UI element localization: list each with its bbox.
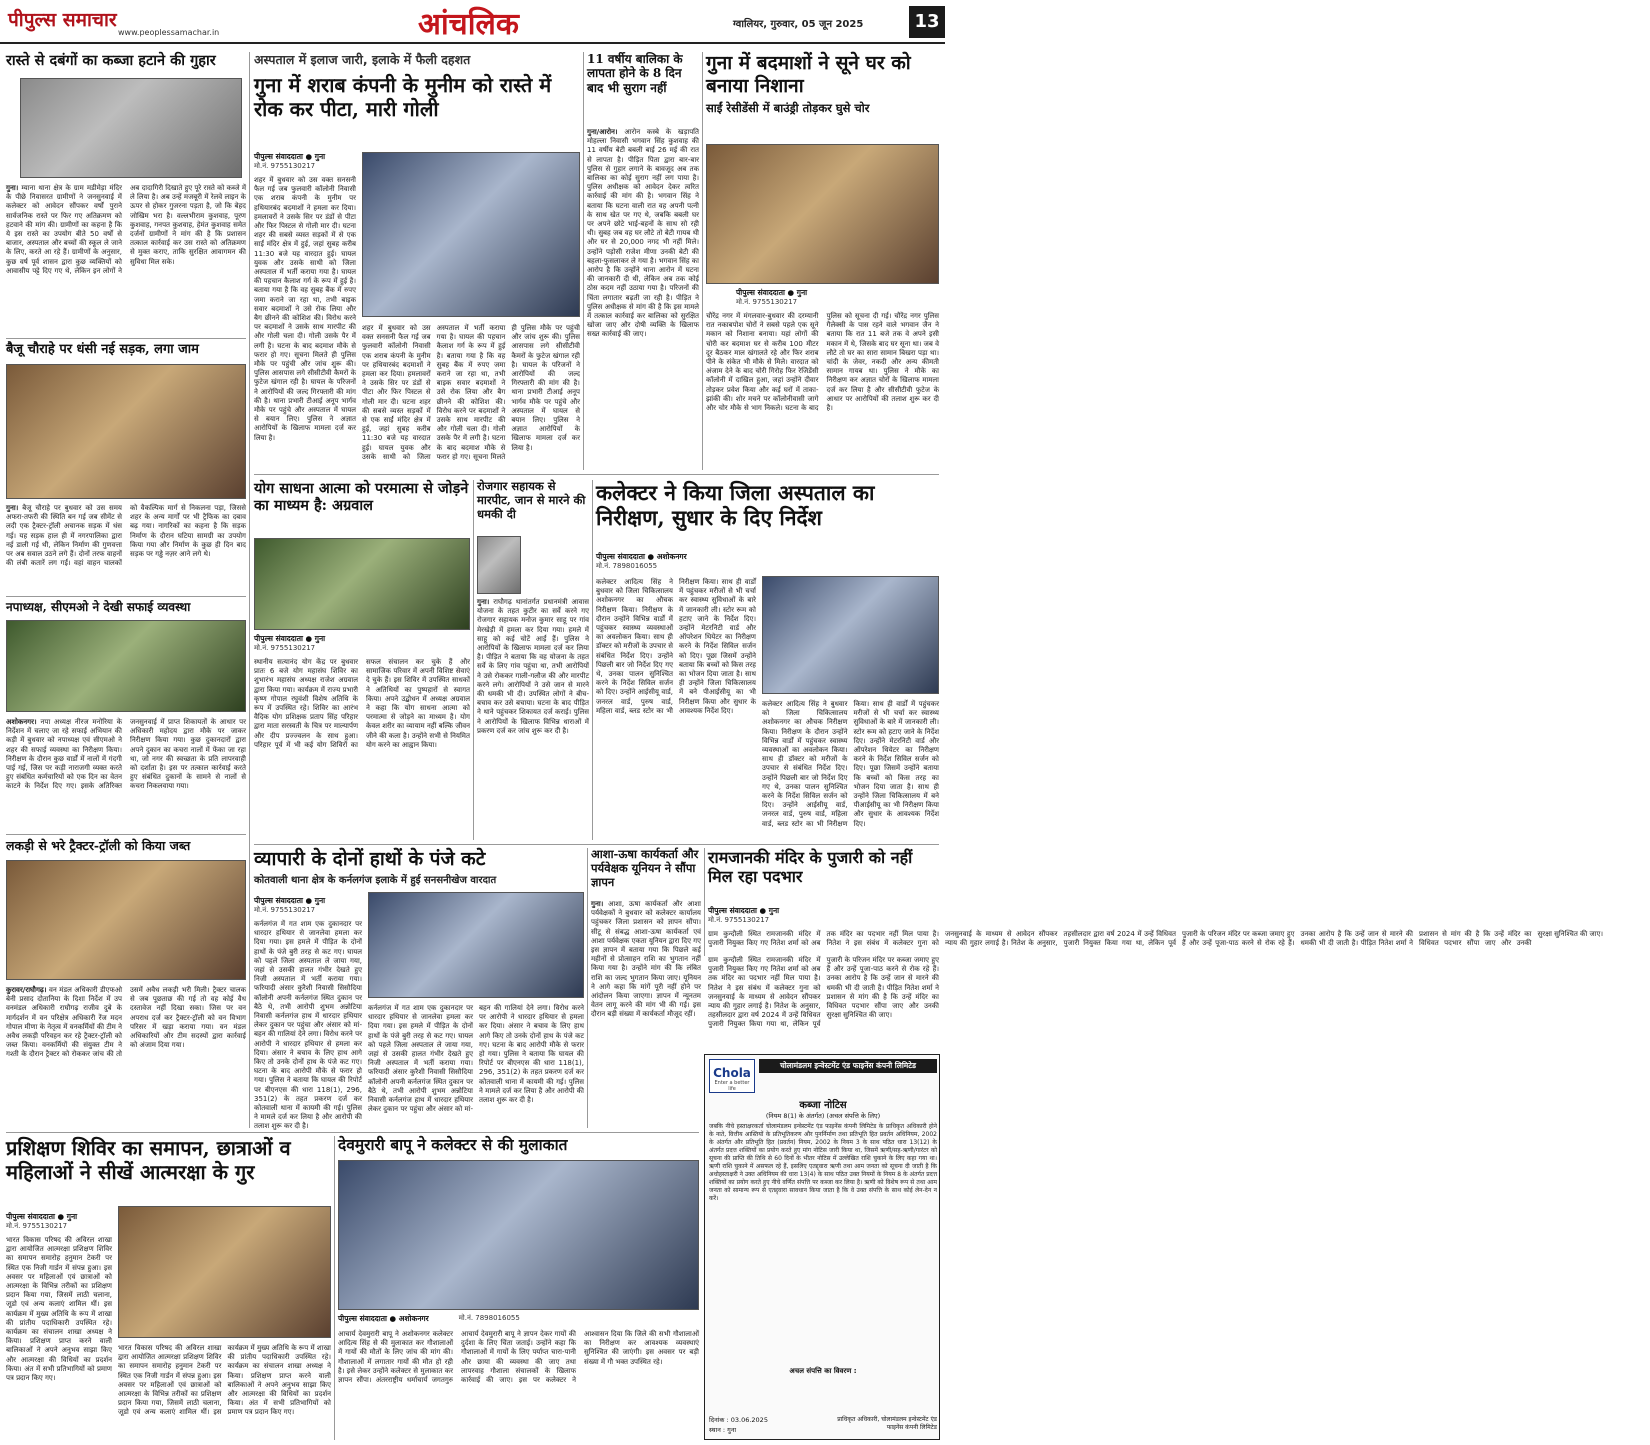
byline: पीपुल्स संवाददाता bbox=[254, 896, 303, 905]
article-body: भारत विकास परिषद की अविरल शाखा द्वारा आयोजित आत्मरक्षा प्रशिक्षण शिविर का समापन समारोह हनुमान टेकरी पर स्थित एक निजी गार्डन में संपन्न हुआ। इस अवसर पर महिलाओं एवं छात्राओं को आत्मरक्षा के विभिन्न तरीकों का प्रशिक्षण प्रदान किया गया, जिसमें लाठी चलाना, जूडो एवं अन्य कलाएं शामिल थीं। इस कार्यक्रम में मुख्य अतिथि के रूप में शाखा की प्रांतीय पदाधिकारी उपस्थित रहे। कार्यक्रम का संचालन शाखा अध्यक्ष ने किया। प्रशिक्षण प्राप्त करने वाली बालिकाओं ने अपने अनुभव साझा किए और आत्मरक्षा की विधियों का प्रदर्शन किया। अंत में सभी प्रतिभागियों को प्रमाण पत्र प्रदान किए गए। bbox=[6, 1236, 112, 1383]
headline: रामजानकी मंदिर के पुजारी को नहीं मिल रहा पदभार bbox=[708, 848, 913, 887]
headline: रास्ते से दबंगों का कब्जा हटाने की गुहार bbox=[6, 52, 246, 69]
article-body: आशा, ऊषा कार्यकर्ता और आशा पर्यवेक्षकों ने बुधवार को कलेक्टर कार्यालय पहुंचकर जिला प्रशासन को ज्ञापन सौंपा। सीटू से संबद्ध आशा-ऊषा कार्यकर्ता एवं आशा पर्यवेक्षक एकता यूनियन द्वारा दिए गए इस ज्ञापन में बताया गया कि पिछले कई महीनों से प्रोत्साहन राशि का भुगतान नहीं किया गया है। उन्होंने मांग की कि लंबित राशि का जल्द भुगतान किया जाए। यूनियन ने आगे कहा कि मांगें पूरी नहीं होने पर आंदोलन किया जाएगा। ज्ञापन में न्यूनतम वेतन लागू करने की मांग भी की गई। इस दौरान बड़ी संख्या में कार्यकर्ता मौजूद रहीं। bbox=[591, 900, 701, 1019]
company-name: चोलामंडलम इन्वेस्टमेंट एंड फाइनेंस कंपनी लिमिटेड bbox=[759, 1059, 937, 1073]
article-body: म्याना थाना क्षेत्र के ग्राम मडीमेड़ा मंदिर के पीछे निवासरत ग्रामीणों ने जनसुनवाई में कलेक्टर को आवेदन सौंपकर वर्षों पुराने सार्वजनिक रास्ते पर फिर गए अतिक्रमण को हटवाने की मांग की। ग्रामीणों का कहना है कि ये इस रास्ते का उपयोग बीते 50 वर्षों से बाजार, अस्पताल और बच्चों की स्कूल ले जाने के लिए, करते आ रहे हैं। ग्रामीणों के अनुसार, कुछ वर्ष पूर्व शासन द्वारा कुछ व्यक्तियों को आवासीय पट्टे दिए गए थे, लेकिन इन लोगों ने अब दादागिरी दिखाते हुए पूरे रास्ते को कब्जे में ले लिया है। अब उन्हें मजबूरी में रेलवे लाइन के ऊपर से होकर गुजरना पड़ता है, जो कि बेहद जोखिम भरा है। वल्लभीराम कुशवाह, पूरण कुशवाह, गनपत कुशवाह, हेमंत कुशवाह समेत दर्जनों ग्रामीणों ने मांग की है कि प्रशासन तत्काल कार्रवाई कर उस रास्ते को अतिक्रमण से मुक्त कराए, ताकि सुरक्षित आवागमन की सुविधा मिल सके। bbox=[6, 184, 246, 275]
brand-tagline: Enter a better life bbox=[714, 1080, 750, 1092]
byline-block: पीपुल्स संवाददाता ● गुना मो.नं. 9755130217 bbox=[254, 634, 470, 653]
byline-mobile: मो.नं. 9755130217 bbox=[254, 161, 316, 170]
dateline: गुना। bbox=[6, 184, 19, 192]
article-cleanliness bbox=[6, 600, 246, 830]
byline-block: पीपुल्स संवाददाता ● गुना मो.नं. 9755130217 bbox=[708, 906, 818, 925]
brand-name: Chola bbox=[713, 1066, 751, 1080]
article-trader-attack bbox=[254, 848, 584, 1131]
chola-logo bbox=[709, 1059, 755, 1093]
headline: रोजगार सहायक से मारपीट, जान से मारने की धमकी दी bbox=[477, 479, 586, 521]
dateline: गुना/आरोन। bbox=[587, 128, 618, 136]
article-body: कर्नलगंज में गत शाम एक दुकानदार पर धारदार हथियार से जानलेवा हमला कर दिया गया। इस हमले में पीड़ित के दोनों हाथों के पंजे बुरी तरह से कट गए। घायल को पहले जिला अस्पताल ले जाया गया, जहां से उसकी हालत गंभीर देखते हुए निजी अस्पताल में भर्ती कराया गया। फरियादी अंसार कुरैशी निवासी सिसौदिया कॉलोनी अपनी कर्नलगंज स्थित दुकान पर बैठे थे, तभी आरोपी शुभम अन्नोटिया निवासी कर्नलगंज हाथ में धारदार हथियार लेकर दुकान पर पहुंचा और अंसार को मां-बहन की गालियां देने लगा। विरोध करने पर आरोपी ने धारदार हथियार से हमला कर दिया। अंसार ने बचाव के लिए हाथ आगे किए तो उनके दोनों हाथ के पंजे कट गए। घटना के बाद आरोपी मौके से फरार हो गया। पुलिस ने बताया कि घायल की रिपोर्ट पर बीएनएस की धारा 118(1), 296, 351(2) के तहत प्रकरण दर्ज कर कोतवाली थाना में कायमी की गई। पुलिस ने मामले दर्ज कर लिया है और आरोपी की तलाश शुरू कर दी है। bbox=[254, 920, 362, 1131]
headline: गुना में शराब कंपनी के मुनीम को रास्ते में रोक कर पीटा, मारी गोली bbox=[254, 73, 552, 121]
section-title: आंचलिक bbox=[418, 7, 519, 42]
legal-notice bbox=[704, 1054, 940, 1440]
dateline: अशोकनगर। bbox=[6, 718, 37, 726]
article-wood-seized bbox=[6, 838, 246, 1128]
divider bbox=[6, 596, 246, 597]
article-body: राघौगढ़ थानांतर्गत प्रधानमंत्री आवास योजना के तहत कुटीर का सर्वे करने गए रोजगार सहायक मनोज कुमार साहू पर गांव मेरखेड़ी में हमला कर दिया गया। हमले में साहू को कई चोटें आईं हैं। पुलिस ने आरोपियों के खिलाफ मामला दर्ज कर लिया है। पीड़ित ने बताया कि वह योजना के तहत सर्वे के लिए गांव पहुंचा था, तभी आरोपियों ने उसे रोककर गाली-गलौज की और मारपीट करने लगे। आरोपियों ने उसे जान से मारने की धमकी भी दी। उपस्थित लोगों ने बीच-बचाव कर उसे बचाया। घटना के बाद पीड़ित ने थाने पहुंचकर शिकायत दर्ज कराई। पुलिस ने आरोपियों के खिलाफ विभिन्न धाराओं में प्रकरण दर्ज कर जांच शुरू कर दी है। bbox=[477, 598, 589, 735]
column-rule bbox=[473, 480, 474, 840]
byline-block: पीपुल्स संवाददाता ● गुना मो.नं. 9755130217 bbox=[736, 288, 936, 307]
byline-city: गुना bbox=[314, 896, 326, 905]
column-rule bbox=[704, 848, 705, 956]
dateline: गुना। bbox=[477, 598, 490, 606]
photo-ransacked-house bbox=[706, 144, 939, 284]
kicker: अस्पताल में इलाज जारी, इलाके में फैली दहशत bbox=[254, 52, 471, 67]
notice-title: कब्जा नोटिस bbox=[799, 1100, 847, 1111]
headline: बैजू चौराहे पर धंसी नई सड़क, लगा जाम bbox=[6, 342, 199, 357]
column-rule bbox=[249, 52, 250, 1128]
byline-block: पीपुल्स संवाददाता ● अशोकनगर मो.नं. 7898016055 bbox=[596, 552, 756, 571]
notice-body: जबकि नीचे हस्ताक्षरकर्ता चोलामंडलम इन्वेस्टमेंट एंड फाइनेंस कंपनी लिमिटेड के प्राधिकृत अधिकारी होने के नाते, वित्तीय आस्तियों के प्रतिभूतिकरण और पुनर्निर्माण तथा प्रतिभूति हित प्रवर्तन अधिनियम, 2002 के अंतर्गत और प्रतिभूति हित (प्रवर्तन) नियम, 2002 के नियम 3 के साथ पठित धारा 13(12) के अंतर्गत प्रदत्त शक्तियों का प्रयोग करते हुए मांग नोटिस जारी किया था, जिसमें ऋणी/सह-ऋणी/गारंटर को सूचना की प्राप्ति की तिथि से 60 दिनों के भीतर नोटिस में उल्लेखित राशि चुकाने के लिए कहा गया था। ऋणी राशि चुकाने में असफल रहे हैं, इसलिए एतद्द्वारा ऋणी तथा आम जनता को सूचना दी जाती है कि अधोहस्ताक्षरी ने उक्त अधिनियम की धारा 13(4) के साथ पठित उक्त नियमों के नियम 8 के अंतर्गत प्रदत्त शक्तियों का प्रयोग करते हुए नीचे वर्णित संपत्ति पर कब्जा कर लिया है। ऋणी को विशेष रूप से तथा आम जनता को सामान्य रूप से एतद्द्वारा सावधान किया जाता है कि वे उक्त संपत्ति के साथ कोई लेन-देन न करें। bbox=[709, 1123, 937, 1202]
headline: 11 वर्षीय बालिका के लापता होने के 8 दिन बाद भी सुराग नहीं bbox=[587, 52, 683, 95]
byline: पीपुल्स संवाददाता bbox=[254, 634, 303, 643]
article-body: आरोन कस्बे के खड़ापति मोहल्ला निवासी भगवान सिंह कुशवाह की 11 वर्षीय बेटी बबली बाई 26 मई की रात से लापता है। पीड़ित पिता द्वारा बार-बार पुलिस से गुहार लगाने के बावजूद अब तक बालिका का कोई सुराग नहीं लग पाया है। पुलिस अधीक्षक को आवेदन देकर त्वरित कार्रवाई की मांग की है। भगवान सिंह ने बताया कि घटना वाली रात वह अपनी पत्नी के साथ खेत पर गए थे, जबकि बबली घर पर अपने छोटे भाई-बहनों के साथ सो रही थी। सुबह जब वह घर लौटे तो बेटी गायब थी और घर से 20,000 नगद भी नहीं मिले। उन्होंने पड़ोसी राजेश मीणा उनकी बेटी की बहला-फुसलाकर ले गया है। भगवान सिंह का आरोप है कि उन्होंने थाना आरोन में घटना की जानकारी दी थी, लेकिन अब तक कोई ठोस कदम नहीं उठाया गया है। परिजनों की चिंता लगातार बढ़ती जा रही है। पीड़ित ने पुलिस अधीक्षक से मांग की है कि इस मामले में तत्काल कार्रवाई कर बालिका को सुरक्षित खोजा जाए और दोषी व्यक्ति के खिलाफ सख्त कार्रवाई की जाए। bbox=[587, 128, 699, 339]
kicker: साईं रेसीडेंसी में बाउंड्री तोड़कर घुसे चोर bbox=[706, 100, 870, 115]
article-employment-assistant bbox=[477, 480, 589, 840]
article-temple-priest bbox=[708, 848, 1603, 956]
article-body: स्थानीय सत्यानंद योग केंद्र पर बुधवार प्रातः 6 बजे योग महासंघ शिविर का शुभारंभ महासंघ अध्यक्ष राजेश अग्रवाल द्वारा किया गया। कार्यक्रम में राज्य प्रभारी कृष्ण गोपाल रघुवंशी विशेष अतिथि के रूप में उपस्थित रहे। शिविर का आरंभ वैदिक योग प्रशिक्षक प्रताप सिंह परिहार द्वारा माता सरस्वती के चित्र पर माल्यार्पण और दीप प्रज्ज्वलन के साथ हुआ। परिहार पूर्व में भी कई योग शिविरों का सफल संचालन कर चुके हैं और सामाजिक परिवार में अपनी विशिष्ट सेवाएं दे चुके हैं। इस शिविर में उपस्थित साधकों ने अतिथियों का पुष्पहारों से स्वागत किया। अपने उद्बोधन में अध्यक्ष अग्रवाल ने कहा कि योग साधना आत्मा को परमात्मा से जोड़ने का माध्यम है। योग केवल शरीर का व्यायाम नहीं बल्कि जीवन जीने की कला है। उन्होंने सभी से नियमित योग करने का आह्वान किया। bbox=[254, 658, 470, 749]
article-body: आचार्य देवमुरारी बापू ने अशोकनगर कलेक्टर आदित्य सिंह से की मुलाकात कर गौशालाओं में गायों की मौतों के लिए जांच की मांग की। गौशालाओं में लगातार गायों की मौत हो रही है। इसे लेकर उन्होंने कलेक्टर से मुलाकात कर ज्ञापन सौंपा। अंतरराष्ट्रीय धर्माचार्य जगतगुरु आचार्य देवमुरारी बापू ने ज्ञापन देकर गायों की दुर्दशा के लिए चिंता जताई। उन्होंने कहा कि गौशालाओं में गायों के लिए पर्याप्त चारा-पानी और छाया की व्यवस्था की जाए तथा लापरवाह गौशाला संचालकों के खिलाफ कार्रवाई की जाए। इस पर कलेक्टर ने आश्वासन दिया कि जिले की सभी गौशालाओं का निरीक्षण कर आवश्यक व्यवस्थाएं सुनिश्चित की जाएंगी। इस अवसर पर बड़ी संख्या में गौ भक्त उपस्थित रहे। bbox=[338, 1330, 699, 1385]
headline: गुना में बदमाशों ने सूने घर को बनाया निशाना bbox=[706, 52, 911, 97]
byline-mobile: मो.नं. 9755130217 bbox=[254, 643, 316, 652]
article-body: बैजू चौराहे पर बुधवार को उस समय अफरा-तफरी की स्थिति बन गई जब सीमेंट से लदी एक ट्रैक्टर-ट्रॉली अचानक सड़क में धंस गई। यह सड़क हाल ही में नगरपालिका द्वारा नई डाली गई थी, लेकिन निर्माण की गुणवत्ता पर अब सवाल उठने लगे हैं। दोनों तरफ वाहनों की लंबी कतारें लग गईं। वहां वाहन चालकों को वैकल्पिक मार्ग से निकलना पड़ा, जिससे शहर के अन्य मार्गों पर भी ट्रैफिक का दबाव बढ़ गया। नागरिकों का कहना है कि सड़क निर्माण के दौरान घटिया सामग्री का उपयोग किया गया और निर्माण के कुछ ही दिन बाद सड़क पर गड्ढे नज़र आने लगे थे। bbox=[6, 504, 246, 568]
byline-city: गुना bbox=[66, 1212, 78, 1221]
masthead bbox=[0, 0, 945, 44]
byline-block: पीपुल्स संवाददाता ● गुना मो.नं. 9755130217 bbox=[254, 152, 356, 171]
byline: पीपुल्स संवाददाता bbox=[338, 1314, 387, 1323]
article-body-continued: भारत विकास परिषद की अविरल शाखा द्वारा आयोजित आत्मरक्षा प्रशिक्षण शिविर का समापन समारोह हनुमान टेकरी पर स्थित एक निजी गार्डन में संपन्न हुआ। इस अवसर पर महिलाओं एवं छात्राओं को आत्मरक्षा के विभिन्न तरीकों का प्रशिक्षण प्रदान किया गया, जिसमें लाठी चलाना, जूडो एवं अन्य कलाएं शामिल थीं। इस कार्यक्रम में मुख्य अतिथि के रूप में शाखा की प्रांतीय पदाधिकारी उपस्थित रहे। कार्यक्रम का संचालन शाखा अध्यक्ष ने किया। प्रशिक्षण प्राप्त करने वाली बालिकाओं ने अपने अनुभव साझा किए और आत्मरक्षा की विधियों का प्रदर्शन किया। अंत में सभी प्रतिभागियों को प्रमाण पत्र प्रदान किए गए। bbox=[118, 1344, 331, 1417]
property-title: अचल संपत्ति का विवरण : bbox=[789, 1367, 857, 1375]
photo-villagers bbox=[20, 78, 242, 178]
byline: पीपुल्स संवाददाता bbox=[708, 906, 757, 915]
headline: प्रशिक्षण शिविर का समापन, छात्राओं व महिलाओं ने सीखें आत्मरक्षा के गुर bbox=[6, 1136, 291, 1184]
article-body-continued: कलेक्टर आदित्य सिंह ने बुधवार को जिला चिकित्सालय अशोकनगर का औचक निरीक्षण किया। निरीक्षण के दौरान उन्होंने विभिन्न वार्डों में पहुंचकर स्वास्थ्य व्यवस्थाओं का अवलोकन किया। साथ ही डॉक्टर को मरीजों के उपचार से संबंधित निर्देश दिए। उन्होंने पिछली बार जो निर्देश दिए गए थे, उनका पालन सुनिश्चित करने के निर्देश सिविल सर्जन को दिए। उन्होंने आईसीयू वार्ड, जनरल वार्ड, पुरुष वार्ड, महिला वार्ड, ब्लड स्टोर का भी निरीक्षण किया। साथ ही वार्डों में पहुंचकर मरीजों से भी चर्चा कर स्वास्थ्य सुविधाओं के बारे में जानकारी ली। स्टोर रूम को हटाए जाने के निर्देश दिए। उन्होंने मेटरनिटी वार्ड और ऑपरेशन थियेटर का निरीक्षण करने के निर्देश सिविल सर्जन को दिए। पूछा जिसमें उन्होंने बताया कि बच्चों को किस तरह का भोजन दिया जाता है। साथ ही उन्होंने जिला चिकित्सालय में बने पीआईसीयू का भी निरीक्षण किया और सुधार के आवश्यक निर्देश दिए। bbox=[762, 700, 939, 828]
byline-mobile: मो.नं. 7898016055 bbox=[596, 561, 658, 570]
website-url[interactable]: www.peoplessamachar.in bbox=[118, 28, 220, 37]
article-body: ग्राम कुन्दौली स्थित रामजानकी मंदिर में पुजारी नियुक्त किए गए नितेश शर्मा को अब तक मंदिर का पदभार नहीं मिल पाया है। नितेश ने इस संबंध में कलेक्टर गुना को जनसुनवाई के माध्यम से आवेदन सौंपकर न्याय की गुहार लगाई है। नितेश के अनुसार, तहसीलदार द्वारा वर्ष 2024 में उन्हें विधिवत पुजारी नियुक्त किया गया था, लेकिन पूर्व पुजारी के परिजन मंदिर पर कब्जा जमाए हुए हैं और उन्हें पूजा-पाठ करने से रोक रहे हैं। उनका आरोप है कि उन्हें जान से मारने की धमकी भी दी जाती है। पीड़ित नितेश शर्मा ने प्रशासन से मांग की है कि उन्हें मंदिर का विधिवत पदभार सौंपा जाए और उनकी सुरक्षा सुनिश्चित की जाए। bbox=[708, 930, 1603, 948]
photo-yoga-camp bbox=[254, 538, 470, 630]
byline-mobile: मो.नं. 9755130217 bbox=[6, 1221, 68, 1230]
issue-date: ग्वालियर, गुरुवार, 05 जून 2025 bbox=[733, 19, 864, 30]
notice-rule: (नियम 8(1) के अंतर्गत) (अचल संपत्ति के लिए) bbox=[765, 1112, 881, 1120]
notice-place: स्थान : गुना bbox=[709, 1426, 737, 1434]
byline-city: गुना bbox=[796, 288, 808, 297]
byline: पीपुल्स संवाददाता bbox=[6, 1212, 55, 1221]
headline: योग साधना आत्मा को परमात्मा से जोड़ने का माध्यम है: अग्रवाल bbox=[254, 480, 469, 515]
headline: आशा-ऊषा कार्यकर्ता और पर्यवेक्षक यूनियन ने सौंपा ज्ञापन bbox=[591, 847, 699, 889]
notice-date: दिनांक : 03.06.2025 bbox=[709, 1416, 768, 1424]
kicker: कोतवाली थाना क्षेत्र के कर्नलगंज इलाके में हुई सनसनीखेज वारदात bbox=[254, 874, 497, 886]
dateline: गुना। bbox=[591, 900, 604, 908]
article-body: नपा अध्यक्ष नीरज मनोरिया के निर्देशन में चलाए जा रहे सफाई अभियान की कड़ी में बुधवार को नपाध्यक्ष एवं सीएमओ ने शहर की सफाई व्यवस्था का निरीक्षण किया। निरीक्षण के दौरान कुछ वार्डों में नालों में गंदगी पाई गई, जिस पर कड़ी नाराजगी व्यक्त करते हुए संबंधित कर्मचारियों को एक दिन का वेतन काटने के निर्देश दिए गए। इसके अतिरिक्त जनसुनवाई में प्राप्त शिकायतों के आधार पर अधिकारी महोदय द्वारा मौके पर जाकर निरीक्षण किया गया। कुछ दुकानदारों द्वारा अपने दुकान का कचरा नालों में फेंका जा रहा था, जो नगर की स्वच्छता के प्रति लापरवाही को दर्शाता है। इस पर तत्काल कार्रवाई करते हुए संबंधित दुकानों के सामने से नालों से कचरा निकलवाया गया। bbox=[6, 718, 246, 791]
headline: देवमुरारी बापू ने कलेक्टर से की मुलाकात bbox=[338, 1135, 568, 1154]
article-road-encroachment bbox=[6, 52, 246, 335]
divider bbox=[6, 338, 246, 339]
photo-injured-trader bbox=[368, 892, 584, 998]
byline: पीपुल्स संवाददाता bbox=[736, 288, 785, 297]
article-body: शहर में बुधवार को उस वक्त सनसनी फैल गई जब फुलवारी कॉलोनी निवासी एक शराब कंपनी के मुनीम पर हथियारबंद बदमाशों ने हमला कर दिया। हमलावरों ने उसके सिर पर डंडों से पीटा और फिर पिस्टल से गोली मार दी। घटना शहर की सबसे व्यस्त सड़कों में से एक साईं मंदिर क्षेत्र में हुई, जहां सुबह करीब 11:30 बजे यह वारदात हुई। घायल युवक और उसके साथी को जिला अस्पताल में भर्ती कराया गया है। घायल की पहचान कैलाश गर्ग के रूप में हुई है। बताया गया है कि वह सुबह बैंक में रुपए जमा कराने जा रहा था, तभी बाइक सवार बदमाशों ने उसे रोक लिया और बैग छीनने की कोशिश की। विरोध करने पर बदमाशों ने उसके साथ मारपीट की और गोली चला दी। गोली उसके पैर में लगी है। घटना के बाद बदमाश मौके से फरार हो गए। सूचना मिलते ही पुलिस मौके पर पहुंची और जांच शुरू की। पुलिस आसपास लगे सीसीटीवी कैमरों के फुटेज खंगाल रही है। घायल के परिजनों ने आरोपियों की जल्द गिरफ्तारी की मांग की है। थाना प्रभारी टीआई अनूप भार्गव मौके पर पहुंचे और अस्पताल में घायल से बयान लिए। पुलिस ने अज्ञात आरोपियों के खिलाफ मामला दर्ज कर लिया है। bbox=[254, 176, 356, 442]
article-road-sink bbox=[6, 342, 246, 592]
headline: व्यापारी के दोनों हाथों के पंजे कटे bbox=[254, 848, 486, 870]
article-temple-priest-continued: ग्राम कुन्दौली स्थित रामजानकी मंदिर में पुजारी नियुक्त किए गए नितेश शर्मा को अब तक मंदिर का पदभार नहीं मिल पाया है। नितेश ने इस संबंध में कलेक्टर गुना को जनसुनवाई के माध्यम से आवेदन सौंपकर न्याय की गुहार लगाई है। नितेश के अनुसार, तहसीलदार द्वारा वर्ष 2024 में उन्हें विधिवत पुजारी नियुक्त किया गया था, लेकिन पूर्व पुजारी के परिजन मंदिर पर कब्जा जमाए हुए हैं और उन्हें पूजा-पाठ करने से रोक रहे हैं। उनका आरोप है कि उन्हें जान से मारने की धमकी भी दी जाती है। पीड़ित नितेश शर्मा ने प्रशासन से मांग की है कि उन्हें मंदिर का विधिवत पदभार सौंपा जाए और उनकी सुरक्षा सुनिश्चित की जाए। bbox=[708, 956, 939, 1029]
article-burglary bbox=[706, 52, 939, 470]
photo-training-group bbox=[118, 1206, 331, 1338]
notice-signatory: प्राधिकृत अधिकारी, चोलामंडलम इन्वेस्टमेंट एंड फाइनेंस कंपनी लिमिटेड bbox=[837, 1416, 937, 1431]
column-rule bbox=[592, 480, 593, 840]
article-body: चौरेंद्र नगर में मंगलवार-बुधवार की दरम्यानी रात नकाबपोश चोरों ने सबसे पहले एक सूने मकान को निशाना बनाया। यहां लोगों की चोरी कर बदमाश घर से करीब 100 मीटर दूर बैठकर माल खंगालते रहे और फिर शराब पीने के संकेत भी मौके से मिले। वारदात को अंजाम देने के बाद चोरी गिरोह फिर रेजिडेंसी कॉलोनी में दाखिल हुआ, जहां उन्होंने दीवार तोड़कर प्रवेश किया और कई घरों में ताका-झांकी की। शोर मचने पर कॉलोनीवासी जागे और चोर मौके से भाग निकले। घटना के बाद पुलिस को सूचना दी गई। चौरेंद्र नगर पुलिस गैलेक्सी के पास रहने वाले भगवान जैन ने बताया कि रात 11 बजे तक वे अपने इसी मकान में थे, जिसके बाद घर सूना था। जब वे लौटे तो घर का सारा सामान बिखरा पड़ा था। चांदी के जेवर, नकदी और अन्य कीमती सामान गायब था। पुलिस ने मौके का निरीक्षण कर अज्ञात चोरों के खिलाफ मामला दर्ज कर लिया है और सीसीटीवी फुटेज के आधार पर आरोपियों की तलाश शुरू कर दी है। bbox=[706, 312, 939, 413]
article-yoga bbox=[254, 480, 470, 840]
photo-tractor-sunk bbox=[6, 364, 246, 499]
headline: कलेक्टर ने किया जिला अस्पताल का निरीक्षण, सुधार के दिए निर्देश bbox=[596, 480, 875, 531]
article-asha-union bbox=[591, 848, 701, 1108]
byline-city: अशोकनगर bbox=[656, 552, 687, 561]
dateline: गुना। bbox=[6, 504, 19, 512]
newspaper-logo[interactable]: पीपुल्स समाचार bbox=[8, 9, 117, 31]
article-missing-girl bbox=[587, 52, 699, 470]
article-body: कलेक्टर आदित्य सिंह ने बुधवार को जिला चिकित्सालय अशोकनगर का औचक निरीक्षण किया। निरीक्षण के दौरान उन्होंने विभिन्न वार्डों में पहुंचकर स्वास्थ्य व्यवस्थाओं का अवलोकन किया। साथ ही डॉक्टर को मरीजों के उपचार से संबंधित निर्देश दिए। उन्होंने पिछली बार जो निर्देश दिए गए थे, उनका पालन सुनिश्चित करने के निर्देश सिविल सर्जन को दिए। उन्होंने आईसीयू वार्ड, जनरल वार्ड, पुरुष वार्ड, महिला वार्ड, ब्लड स्टोर का भी निरीक्षण किया। साथ ही वार्डों में पहुंचकर मरीजों से भी चर्चा कर स्वास्थ्य सुविधाओं के बारे में जानकारी ली। स्टोर रूम को हटाए जाने के निर्देश दिए। उन्होंने मेटरनिटी वार्ड और ऑपरेशन थियेटर का निरीक्षण करने के निर्देश सिविल सर्जन को दिए। पूछा जिसमें उन्होंने बताया कि बच्चों को किस तरह का भोजन दिया जाता है। साथ ही उन्होंने जिला चिकित्सालय में बने पीआईसीयू का भी निरीक्षण किया और सुधार के आवश्यक निर्देश दिए। bbox=[596, 578, 756, 715]
photo-wood-tractor bbox=[6, 860, 246, 980]
article-body-continued: कर्नलगंज में गत शाम एक दुकानदार पर धारदार हथियार से जानलेवा हमला कर दिया गया। इस हमले में पीड़ित के दोनों हाथों के पंजे बुरी तरह से कट गए। घायल को पहले जिला अस्पताल ले जाया गया, जहां से उसकी हालत गंभीर देखते हुए निजी अस्पताल में भर्ती कराया गया। फरियादी अंसार कुरैशी निवासी सिसौदिया कॉलोनी अपनी कर्नलगंज स्थित दुकान पर बैठे थे, तभी आरोपी शुभम अन्नोटिया निवासी कर्नलगंज हाथ में धारदार हथियार लेकर दुकान पर पहुंचा और अंसार को मां-बहन की गालियां देने लगा। विरोध करने पर आरोपी ने धारदार हथियार से हमला कर दिया। अंसार ने बचाव के लिए हाथ आगे किए तो उनके दोनों हाथ के पंजे कट गए। घटना के बाद आरोपी मौके से फरार हो गया। पुलिस ने बताया कि घायल की रिपोर्ट पर बीएनएस की धारा 118(1), 296, 351(2) के तहत प्रकरण दर्ज कर कोतवाली थाना में कायमी की गई। पुलिस ने मामले दर्ज कर लिया है और आरोपी की तलाश शुरू कर दी है। bbox=[368, 1004, 584, 1114]
photo-collector-meeting bbox=[338, 1160, 699, 1310]
byline: पीपुल्स संवाददाता bbox=[596, 552, 645, 561]
byline-block: पीपुल्स संवाददाता ● अशोकनगर मो.नं. 7898016055 bbox=[338, 1314, 520, 1323]
byline-city: गुना bbox=[314, 152, 326, 161]
photo-collector-hospital bbox=[762, 576, 939, 694]
photo-hospital-patient bbox=[362, 152, 580, 317]
photo-portrait bbox=[477, 536, 521, 594]
divider bbox=[254, 474, 939, 475]
byline-city: अशोकनगर bbox=[398, 1314, 429, 1323]
dateline: कुरावर/राघौगढ़। bbox=[6, 986, 47, 994]
byline-mobile: मो.नं. 9755130217 bbox=[736, 297, 798, 306]
page-number: 13 bbox=[909, 6, 945, 38]
column-rule bbox=[702, 52, 703, 470]
column-rule bbox=[334, 1136, 335, 1440]
column-rule bbox=[587, 848, 588, 1128]
divider bbox=[6, 834, 246, 835]
byline-mobile: मो.नं. 9755130217 bbox=[254, 905, 316, 914]
headline: लकड़ी से भरे ट्रैक्टर-ट्रॉली को किया जब्त bbox=[6, 838, 191, 853]
divider bbox=[254, 844, 939, 845]
headline: नपाध्यक्ष, सीएमओ ने देखी सफाई व्यवस्था bbox=[6, 600, 191, 614]
byline-mobile: मो.नं. 9755130217 bbox=[708, 915, 770, 924]
article-self-defence bbox=[6, 1136, 331, 1440]
article-devmurari bbox=[338, 1136, 699, 1440]
byline-city: गुना bbox=[768, 906, 780, 915]
article-munim-shot bbox=[254, 52, 580, 470]
column-rule bbox=[583, 52, 584, 470]
photo-drain-inspection bbox=[6, 620, 246, 712]
byline-mobile: मो.नं. 7898016055 bbox=[458, 1314, 520, 1322]
article-collector-hospital bbox=[596, 480, 939, 840]
byline-city: गुना bbox=[314, 634, 326, 643]
byline: पीपुल्स संवाददाता bbox=[254, 152, 303, 161]
byline-block: पीपुल्स संवाददाता ● गुना मो.नं. 9755130217 bbox=[6, 1212, 112, 1231]
article-body-continued: शहर में बुधवार को उस वक्त सनसनी फैल गई जब फुलवारी कॉलोनी निवासी एक शराब कंपनी के मुनीम पर हथियारबंद बदमाशों ने हमला कर दिया। हमलावरों ने उसके सिर पर डंडों से पीटा और फिर पिस्टल से गोली मार दी। घटना शहर की सबसे व्यस्त सड़कों में से एक साईं मंदिर क्षेत्र में हुई, जहां सुबह करीब 11:30 बजे यह वारदात हुई। घायल युवक और उसके साथी को जिला अस्पताल में भर्ती कराया गया है। घायल की पहचान कैलाश गर्ग के रूप में हुई है। बताया गया है कि वह सुबह बैंक में रुपए जमा कराने जा रहा था, तभी बाइक सवार बदमाशों ने उसे रोक लिया और बैग छीनने की कोशिश की। विरोध करने पर बदमाशों ने उसके साथ मारपीट की और गोली चला दी। गोली उसके पैर में लगी है। घटना के बाद बदमाश मौके से फरार हो गए। सूचना मिलते ही पुलिस मौके पर पहुंची और जांच शुरू की। पुलिस आसपास लगे सीसीटीवी कैमरों के फुटेज खंगाल रही है। घायल के परिजनों ने आरोपियों की जल्द गिरफ्तारी की मांग की है। थाना प्रभारी टीआई अनूप भार्गव मौके पर पहुंचे और अस्पताल में घायल से बयान लिए। पुलिस ने अज्ञात आरोपियों के खिलाफ मामला दर्ज कर लिया है। bbox=[362, 324, 580, 461]
byline-block: पीपुल्स संवाददाता ● गुना मो.नं. 9755130217 bbox=[254, 896, 362, 915]
article-body: वन मंडल अधिकारी डीएफओ बेनी प्रसाद दोतानिया के दिशा निर्देश में उप वनमंडल अधिकारी राघौगढ़ राजीव दुबे के मार्गदर्शन में वन परिक्षेत्र अधिकारी रेंज मदन गोपाल मीणा के नेतृत्व में वनकर्मियों की टीम ने अवैध लकड़ी परिवहन कर रहे ट्रैक्टर-ट्रॉली को जब्त किया। वनकर्मियों की संयुक्त टीम ने गश्ती के दौरान ट्रैक्टर को रोककर जांच की तो उसमें अवैध लकड़ी भरी मिली। ट्रैक्टर चालक से जब पूछताछ की गई तो वह कोई वैध दस्तावेज नहीं दिखा सका। जिस पर वन अपराध दर्ज कर ट्रैक्टर-ट्रॉली को वन विभाग परिसर में खड़ा कराया गया। वन मंडल अधिकारियों और टीम सदस्यों द्वारा कार्रवाई को अंजाम दिया गया। bbox=[6, 986, 246, 1059]
divider bbox=[6, 1132, 699, 1133]
